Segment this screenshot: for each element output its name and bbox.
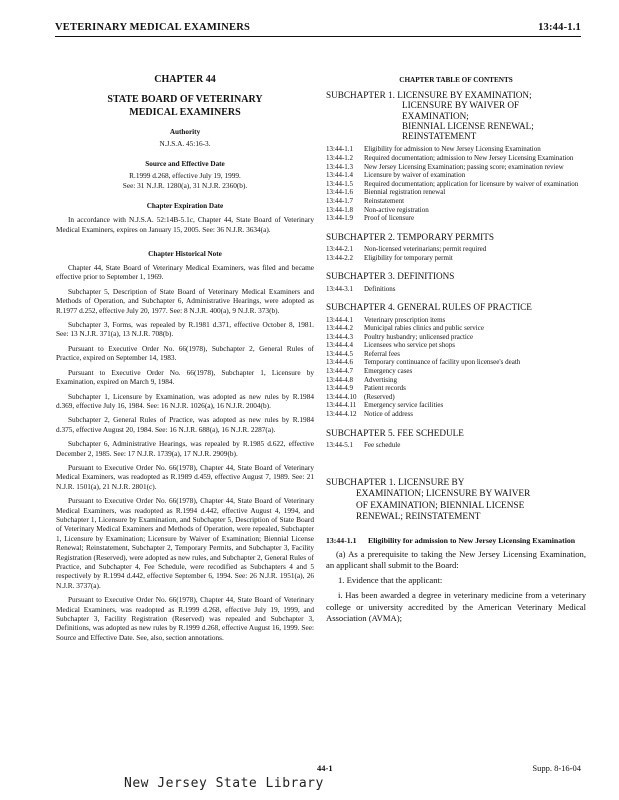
toc-entry [326, 206, 586, 215]
toc-subchapter-line: SUBCHAPTER 1. LICENSURE BY EXAMINATION; [326, 90, 532, 100]
historical-note: Subchapter 5, Description of State Board of Veterinary Medical Examiners and Methods of Operation, and Subchapter 6, Administrative Hearings, were adopted as R.1977 d.252, effective July 20, 1977. See: 8 N.J.R. 400(a), 9 N.J.R. 373(b). [56, 286, 314, 315]
toc-entry-title: Non-active registration [364, 205, 429, 214]
chapter-number: CHAPTER 44 [154, 74, 216, 85]
toc-entry-number: 13:44-2.1 [326, 245, 354, 254]
toc-entry-title: Licensure by waiver of examination [364, 171, 466, 180]
toc-entry-number: 13:44-1.4 [326, 171, 354, 180]
toc-list [326, 285, 586, 294]
toc-entry-title: Veterinary prescription items [364, 315, 446, 324]
toc-entry-title: Emergency cases [364, 367, 413, 376]
historical-note: Subchapter 6, Administrative Hearings, was repealed by R.1985 d.622, effective December 2, 1985. See: 17 N.J.R. 1739(a), 17 N.J.R. 2909(b). [56, 439, 314, 458]
toc-entry-number: 13:44-4.3 [326, 332, 354, 341]
toc-entry [326, 333, 586, 342]
paragraph-a: (a) As a prerequisite to taking the New Jersey Licensing Examination, an applicant shall submit to the Board: [326, 548, 586, 570]
toc-entry-title: Referral fees [364, 349, 400, 358]
left-column [56, 68, 314, 642]
toc-entry-number: 13:44-1.1 [326, 145, 354, 154]
toc-entry [326, 254, 586, 263]
subchapter-heading-line: OF EXAMINATION; BIENNIAL LICENSE [356, 500, 525, 511]
chapter-title-line: MEDICAL EXAMINERS [129, 107, 241, 118]
toc-list [326, 441, 586, 450]
toc-entry-title: (Reserved) [364, 392, 395, 401]
toc-entry [326, 180, 586, 189]
toc-entry [326, 367, 586, 376]
source-text: See: 31 N.J.R. 1280(a), 31 N.J.R. 2360(b). [122, 180, 248, 190]
toc-entry-number: 13:44-4.6 [326, 358, 354, 367]
toc-list [326, 245, 586, 262]
source-label: Source and Effective Date [145, 160, 225, 169]
toc-list [326, 145, 586, 222]
section-number: 13:44-1.1 [326, 535, 357, 545]
toc-entry-title: Eligibility for admission to New Jersey Licensing Examination [364, 145, 541, 154]
paragraph-i: i. Has been awarded a degree in veterinary medicine from a veterinary college or university accredited by the American Veterinary Medical Association (AVMA); [326, 590, 586, 623]
authority-text: N.J.S.A. 45:16-3. [159, 139, 211, 148]
toc-entry-number: 13:44-4.10 [326, 392, 357, 401]
toc-entry [326, 197, 586, 206]
toc-subchapter-line: REINSTATEMENT [402, 131, 477, 142]
toc-entry [326, 393, 586, 402]
historical-note: Subchapter 2, General Rules of Practice, was adopted as new rules by R.1984 d.375, effective August 20, 1984. See: 16 N.J.R. 688(a), 16 N.J.R. 2287(a). [56, 415, 314, 434]
toc-entry [326, 410, 586, 419]
toc-entry-number: 13:44-1.3 [326, 162, 354, 171]
toc-subchapter-line: BIENNIAL LICENSE RENEWAL; [402, 120, 534, 131]
toc-entry-title: Temporary continuance of facility upon licensee's death [364, 358, 521, 367]
toc-entry-number: 13:44-4.8 [326, 375, 354, 384]
toc-entry-title: Patient records [364, 384, 406, 393]
toc-entry-number: 13:44-1.7 [326, 197, 354, 206]
toc-entry-number: 13:44-4.11 [326, 401, 357, 410]
toc-entry [326, 154, 586, 163]
source-text: R.1999 d.268, effective July 19, 1999. [129, 171, 241, 181]
toc-entry [326, 350, 586, 359]
subchapter-heading-line: SUBCHAPTER 1. LICENSURE BY [326, 477, 465, 488]
subchapter-heading [326, 478, 586, 524]
toc-entry-number: 13:44-1.9 [326, 214, 354, 223]
toc-entry-number: 13:44-4.4 [326, 341, 354, 350]
expiration-label: Chapter Expiration Date [146, 202, 224, 211]
toc-entry-number: 13:44-5.1 [326, 440, 354, 449]
toc-entry-title: New Jersey Licensing Examination; passing score; examination review [364, 162, 564, 171]
toc-entry-number: 13:44-4.12 [326, 410, 357, 419]
toc-entry-title: Municipal rabies clinics and public service [364, 324, 484, 333]
toc-entry [326, 376, 586, 385]
toc-entry-title: Required documentation; application for licensure by waiver of examination [364, 179, 579, 188]
toc-entry [326, 285, 586, 294]
toc-entry-title: Emergency service facilities [364, 401, 444, 410]
toc-entry [326, 171, 586, 180]
toc-subchapter-heading: SUBCHAPTER 2. TEMPORARY PERMITS [326, 231, 494, 242]
toc-entry-title: Biennial registration renewal [364, 188, 446, 197]
toc-entry-title: Eligibility for temporary permit [364, 253, 453, 262]
toc-entry-number: 13:44-1.8 [326, 205, 354, 214]
toc-entry [326, 188, 586, 197]
toc-subchapter-heading: SUBCHAPTER 4. GENERAL RULES OF PRACTICE [326, 302, 532, 313]
header-section: 13:44-1.1 [538, 22, 581, 33]
chapter-title-line: STATE BOARD OF VETERINARY [107, 94, 263, 105]
toc-entry [326, 163, 586, 172]
toc-entry [326, 316, 586, 325]
toc-entry [326, 145, 586, 154]
toc-entry-number: 13:44-4.2 [326, 324, 354, 333]
toc-subchapter-heading: SUBCHAPTER 3. DEFINITIONS [326, 271, 455, 282]
toc-entry [326, 441, 586, 450]
running-header [55, 20, 581, 37]
toc-entry-number: 13:44-4.7 [326, 367, 354, 376]
toc-entry-title: Required documentation; admission to New Jersey Licensing Examination [364, 154, 574, 163]
toc-entry-title: Definitions [364, 284, 396, 293]
toc-entry-title: Notice of address [364, 410, 413, 419]
toc-title: CHAPTER TABLE OF CONTENTS [399, 76, 513, 84]
historical-note: Subchapter 1, Licensure by Examination, was adopted as new rules by R.1984 d.369, effective July 16, 1984. See: 16 N.J.R. 1026(a), 16 N.J.R. 2004(b). [56, 391, 314, 410]
toc-entry [326, 245, 586, 254]
historical-note: Pursuant to Executive Order No. 66(1978), Chapter 44, State Board of Veterinary Medical Examiners, was readopted as R.1989 d.459, effective August 7, 1989. See: 21 N.J.R. 1501(a), 21 N.J.R. 2801(c). [56, 462, 314, 491]
toc-entry-number: 13:44-4.5 [326, 349, 354, 358]
toc-entry-title: Licensees who service pet shops [364, 341, 455, 350]
toc-entry-title: Non-licensed veterinarians; permit required [364, 245, 487, 254]
toc-entry-number: 13:44-4.1 [326, 315, 354, 324]
toc-entry [326, 384, 586, 393]
toc-subchapter-heading [326, 90, 586, 141]
toc-entry-number: 13:44-2.2 [326, 253, 354, 262]
expiration-text: In accordance with N.J.S.A. 52:14B-5.1c, Chapter 44, State Board of Veterinary Medical Examiners, expires on January 15, 2005. See: 36 N.J.R. 3634(a). [56, 215, 314, 234]
toc-entry [326, 358, 586, 367]
section-title: Eligibility for admission to New Jersey Licensing Examination [368, 535, 576, 545]
historical-note: Pursuant to Executive Order No. 66(1978), Chapter 44, State Board of Veterinary Medical Examiners, was readopted as R.1999 d.268, effective July 19, 1999, and Subchapter 3, Facility Registration (Reserved) was repealed and Subchapter 3, Definitions, was adopted as new rules by R.1999 d.268, effective August 16, 1999. See: Source and Effective Date. See, also, section annotations. [56, 595, 314, 642]
toc-list [326, 316, 586, 419]
subchapter-heading-line: EXAMINATION; LICENSURE BY WAIVER [356, 489, 531, 500]
toc-entry-title: Advertising [364, 375, 398, 384]
authority-label: Authority [169, 128, 201, 136]
toc-entry [326, 401, 586, 410]
historical-note: Pursuant to Executive Order No. 66(1978), Subchapter 2, General Rules of Practice, expired on September 14, 1983. [56, 343, 314, 363]
toc-entry-title: Proof of licensure [364, 214, 415, 223]
toc-subchapter-heading: SUBCHAPTER 5. FEE SCHEDULE [326, 427, 464, 438]
subchapter-heading-line: RENEWAL; REINSTATEMENT [356, 512, 481, 523]
toc-entry [326, 341, 586, 350]
toc-entry [326, 324, 586, 333]
section-heading [326, 536, 586, 546]
historical-note: Pursuant to Executive Order No. 66(1978), Subchapter 1, Licensure by Examination, expired on March 9, 1984. [56, 367, 314, 387]
historical-note: Pursuant to Executive Order No. 66(1978), Chapter 44, State Board of Veterinary Medical Examiners, was readopted as R.1994 d.442, effective August 4, 1994, and Subchapter 1, Licensure by Examination, and Subchapter 5, Description of State Board of Veterinary Medical Examiners and Methods of Operation, were repealed, Subchapter 1, Licensure by Examination; Licensure by Waiver of Examination; Biennial License Renewal; Reinstatement, Subchapter 2, Temporary Permits, and Subchapter 3, Facility Registration (Reserved), were adopted as new rules, and Subchapter 2, General Rules of Practice, and Subchapter 4, Fee Schedule, were recodified as Subchapters 4 and 5 respectively by R.1994 d.442, effective September 6, 1994. See: 26 N.J.R. 1951(a), 26 N.J.R. 3737(a). [56, 496, 314, 590]
toc-entry-number: 13:44-1.5 [326, 179, 354, 188]
toc-entry-title: Poultry husbandry; unlicensed practice [364, 332, 474, 341]
page-number: 44-1 [317, 763, 333, 773]
toc-entry-title: Fee schedule [364, 440, 401, 449]
right-column [326, 68, 586, 624]
toc-entry-number: 13:44-3.1 [326, 284, 354, 293]
historical-note-label: Chapter Historical Note [148, 250, 222, 259]
toc-entry-number: 13:44-1.2 [326, 154, 354, 163]
toc-entry-number: 13:44-1.6 [326, 188, 354, 197]
library-stamp: New Jersey State Library [124, 776, 324, 791]
chapter-title [56, 93, 314, 119]
toc-subchapter-line: LICENSURE BY WAIVER OF EXAMINATION; [402, 100, 520, 121]
toc-entry-number: 13:44-4.9 [326, 384, 354, 393]
historical-note: Chapter 44, State Board of Veterinary Medical Examiners, was filed and became effective prior to September 1, 1969. [56, 263, 314, 282]
historical-note: Subchapter 3, Forms, was repealed by R.1981 d.371, effective October 8, 1981. See: 13 N.J.R. 371(a), 13 N.J.R. 708(b). [56, 320, 314, 339]
supplement-date: Supp. 8-16-04 [532, 763, 581, 773]
toc-entry [326, 214, 586, 223]
toc-entry-title: Reinstatement [364, 197, 405, 206]
paragraph-1: 1. Evidence that the applicant: [338, 575, 443, 586]
header-title: VETERINARY MEDICAL EXAMINERS [55, 22, 251, 33]
